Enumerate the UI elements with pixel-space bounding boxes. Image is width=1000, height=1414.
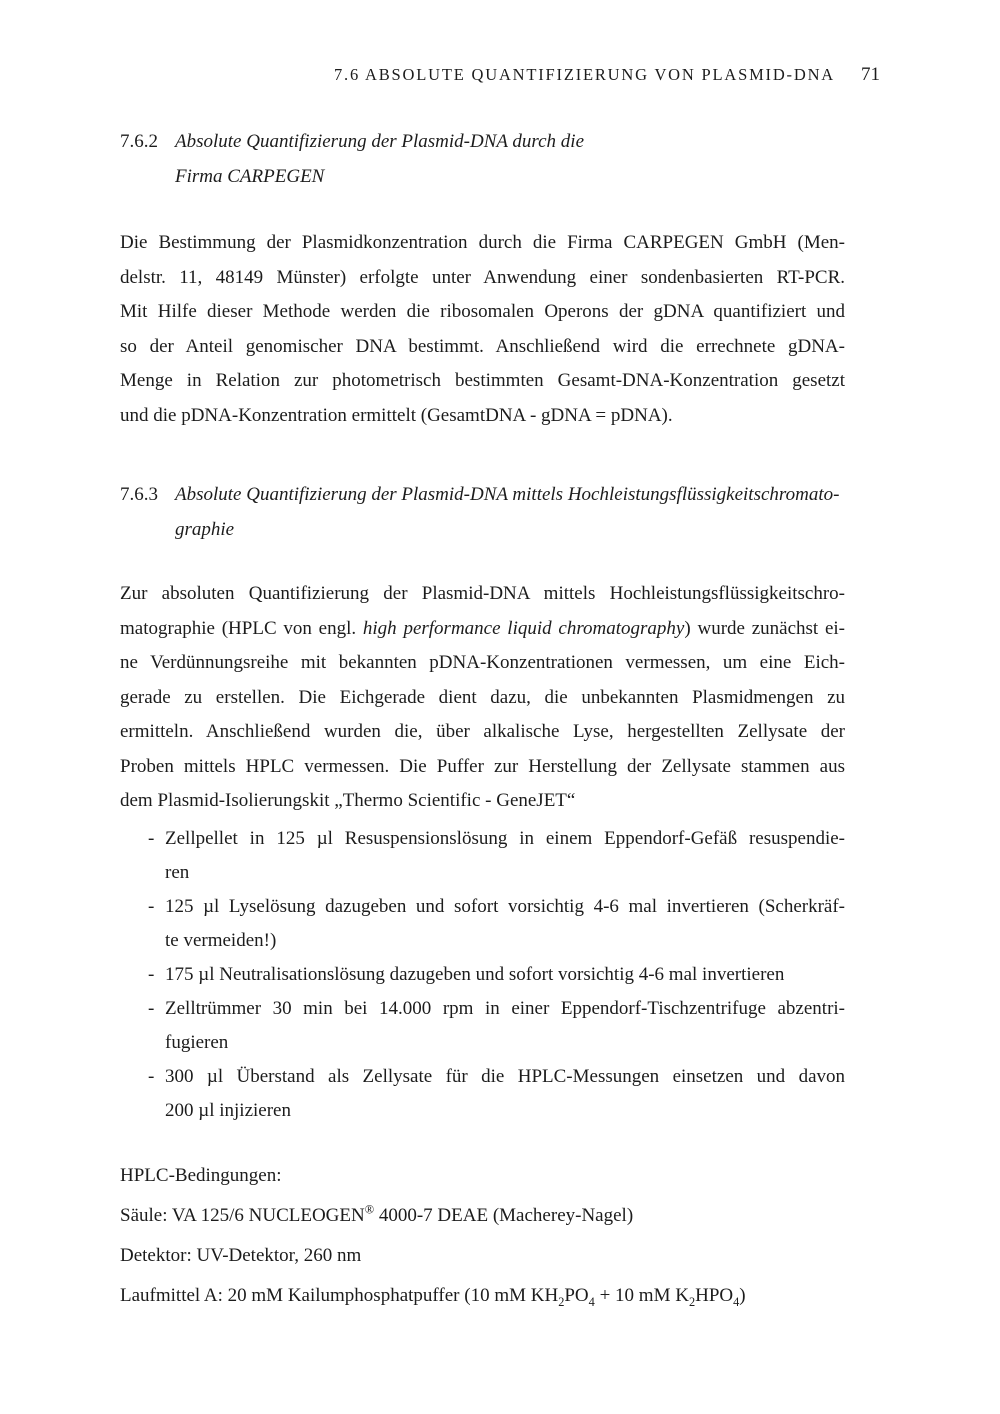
text-line: Zur absoluten Quantifizierung der Plasmid-DNA mittels Hochleistungsflüssigkeitschro- bbox=[120, 583, 845, 604]
list-item bbox=[120, 1060, 845, 1128]
text-line: Absolute Quantifizierung der Plasmid-DNA mittels Hochleistungsflüssigkeitschromato- bbox=[175, 484, 840, 505]
text-line: Mit Hilfe dieser Methode werden die ribosomalen Operons der gDNA quantifiziert und bbox=[120, 301, 845, 322]
section-heading bbox=[120, 477, 845, 547]
text-line: graphie bbox=[175, 519, 235, 540]
text-line: und die pDNA-Konzentration ermittelt (GesamtDNA - gDNA = pDNA). bbox=[120, 404, 673, 426]
text-line: 200 µl injizieren bbox=[165, 1099, 291, 1121]
text-line: te vermeiden!) bbox=[165, 929, 277, 951]
protocol-step-list bbox=[120, 822, 845, 1128]
text-line: Firma CARPEGEN bbox=[175, 166, 325, 187]
sup-text: ® bbox=[364, 1202, 375, 1217]
paragraph bbox=[120, 226, 845, 433]
sub-text: 2 bbox=[688, 1294, 696, 1309]
sub-text: 4 bbox=[733, 1294, 740, 1309]
text-line: Säule: VA 125/6 NUCLEOGEN® 4000-7 DEAE (Macherey-Nagel) bbox=[120, 1202, 634, 1226]
text-line: so der Anteil genomischer DNA bestimmt. Anschließend wird die errechnete gDNA- bbox=[120, 335, 845, 357]
text-line: fugieren bbox=[165, 1031, 229, 1053]
text-line: - 175 µl Neutralisationslösung dazugeben und sofort vorsichtig 4-6 mal invertieren bbox=[165, 963, 785, 985]
text-line: Detektor: UV-Detektor, 260 nm bbox=[120, 1244, 362, 1266]
text-line: - Zellpellet in 125 µl Resuspensionslösung in einem Eppendorf-Gefäß resuspendie- bbox=[165, 827, 845, 849]
text-line: Proben mittels HPLC vermessen. Die Puffer zur Herstellung der Zellysate stammen aus bbox=[120, 755, 845, 777]
running-head: 7.6 ABSOLUTE QUANTIFIZIERUNG VON PLASMID-DNA bbox=[333, 65, 835, 84]
sub-text: 2 bbox=[558, 1294, 565, 1309]
text-line: ne Verdünnungsreihe mit bekannten pDNA-Konzentrationen vermessen, um eine Eich- bbox=[120, 652, 845, 673]
text-line: matographie (HPLC von engl. high performance liquid chromatography) wurde zunächst ei- bbox=[120, 617, 846, 639]
section-title bbox=[175, 124, 845, 194]
section-title bbox=[175, 477, 845, 547]
text-line: Absolute Quantifizierung der Plasmid-DNA durch die bbox=[175, 131, 585, 152]
section-heading bbox=[120, 124, 845, 194]
page-number: 71 bbox=[861, 64, 880, 85]
text-line: dem Plasmid-Isolierungskit „Thermo Scientific - GeneJET“ bbox=[120, 790, 576, 811]
section-number: 7.6.3 bbox=[120, 484, 158, 505]
list-item bbox=[120, 822, 845, 890]
text-line: Menge in Relation zur photometrisch bestimmten Gesamt-DNA-Konzentration gesetzt bbox=[120, 370, 845, 391]
text-line: HPLC-Bedingungen: bbox=[120, 1164, 282, 1186]
text-line: ren bbox=[165, 861, 190, 883]
section-7-6-3 bbox=[120, 477, 845, 1316]
text-line: ermitteln. Anschließend wurden die, über alkalische Lyse, hergestellten Zellysate der bbox=[120, 721, 845, 742]
list-item bbox=[120, 890, 845, 958]
text-line: - 125 µl Lyselösung dazugeben und sofort vorsichtig 4-6 mal invertieren (Scherkräf- bbox=[165, 895, 845, 917]
section-number: 7.6.2 bbox=[120, 131, 158, 152]
paragraph bbox=[120, 577, 845, 819]
text-line: delstr. 11, 48149 Münster) erfolgte unter Anwendung einer sondenbasierten RT-PCR. bbox=[120, 266, 845, 288]
text-line: Die Bestimmung der Plasmidkonzentration durch die Firma CARPEGEN GmbH (Men- bbox=[120, 232, 845, 253]
section-7-6-2 bbox=[120, 124, 845, 433]
list-item bbox=[120, 992, 845, 1060]
text-line: Laufmittel A: 20 mM Kailumphosphatpuffer (10 mM $KH_2PO_4 + 10$ mM $K_2HPO_4$) bbox=[120, 1284, 746, 1309]
text-line: gerade zu erstellen. Die Eichgerade dient dazu, die unbekannten Plasmidmengen zu bbox=[120, 686, 845, 708]
list-item bbox=[120, 958, 845, 992]
hplc-conditions bbox=[120, 1156, 845, 1316]
text-line: - Zelltrümmer 30 min bei 14.000 rpm in einer Eppendorf-Tischzentrifuge abzentri- bbox=[165, 997, 845, 1019]
text-line: - 300 µl Überstand als Zellysate für die HPLC-Messungen einsetzen und davon bbox=[165, 1065, 845, 1087]
page-header bbox=[120, 64, 880, 86]
italic-text: high performance liquid chromatography bbox=[362, 617, 685, 639]
sub-text: 4 bbox=[588, 1294, 595, 1309]
